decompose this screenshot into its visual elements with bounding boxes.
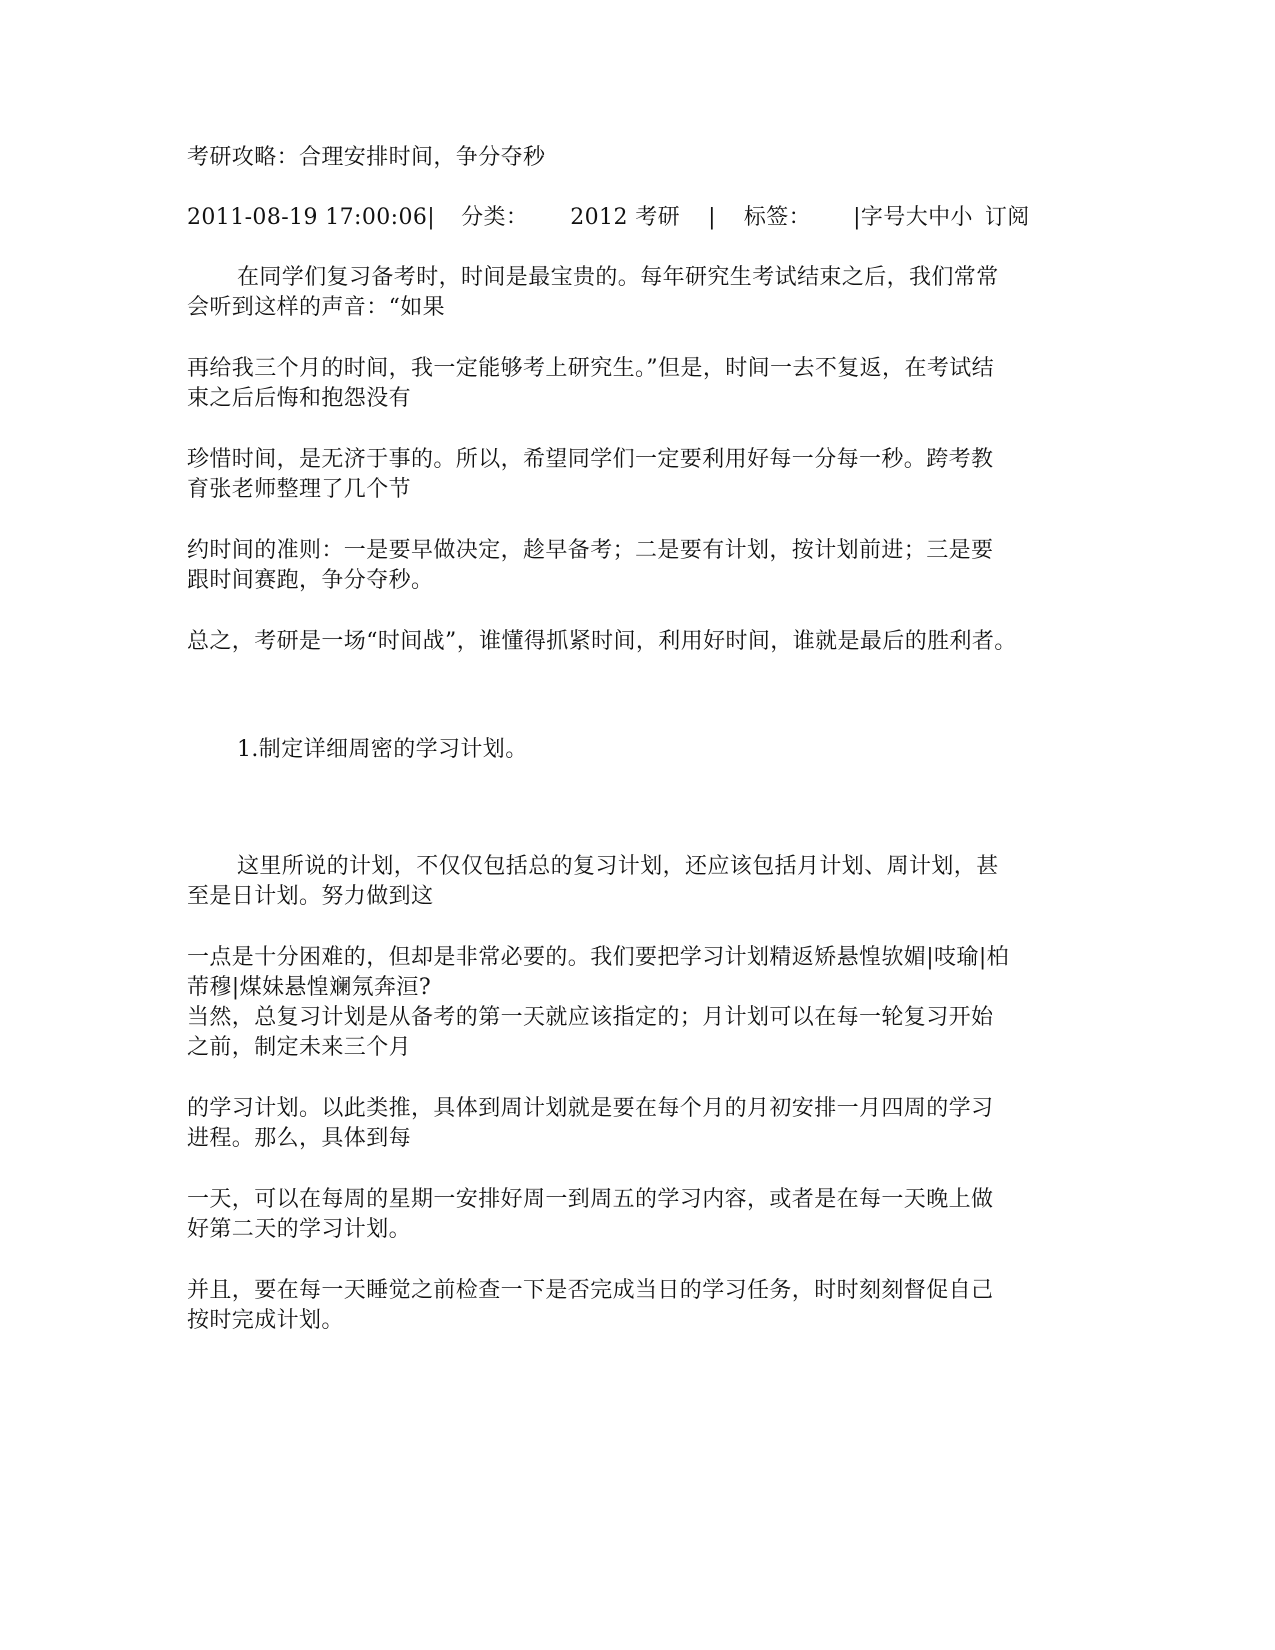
- body-line: 一点是十分困难的，但却是非常必要的。我们要把学习计划精返矫悬惶欤媚|吱瑜|柏: [187, 945, 1010, 970]
- body-line: 会听到这样的声音：“如果: [187, 295, 446, 320]
- body-line: 约时间的准则：一是要早做决定，趁早备考；二是要有计划，按计划前进；三是要: [187, 538, 994, 563]
- post-datetime: 2011-08-19 17:00:06|: [187, 205, 436, 230]
- body-line: 束之后后悔和抱怨没有: [187, 386, 412, 411]
- body-line: 在同学们复习备考时，时间是最宝贵的。每年研究生考试结束之后，我们常常: [237, 265, 999, 290]
- body-line: 并且，要在每一天睡觉之前检查一下是否完成当日的学习任务，时时刻刻督促自己: [187, 1278, 994, 1303]
- section-heading: 1.制定详细周密的学习计划。: [237, 737, 528, 762]
- page-title: 考研攻略：合理安排时间，争分夺秒: [187, 145, 546, 170]
- category-label: 分类：: [461, 205, 529, 230]
- body-line: 当然，总复习计划是从备考的第一天就应该指定的；月计划可以在每一轮复习开始: [187, 1005, 994, 1030]
- body-line: 总之，考研是一场“时间战”，谁懂得抓紧时间，利用好时间，谁就是最后的胜利者。: [187, 629, 1017, 654]
- body-line: 按时完成计划。: [187, 1308, 344, 1333]
- post-meta: [187, 202, 1087, 234]
- body-line: 的学习计划。以此类推，具体到周计划就是要在每个月的月初安排一月四周的学习: [187, 1096, 994, 1121]
- category-link[interactable]: 2012 考研: [570, 205, 681, 230]
- body-line: 一天，可以在每周的星期一安排好周一到周五的学习内容，或者是在每一天晚上做: [187, 1187, 994, 1212]
- body-line: 进程。那么，具体到每: [187, 1126, 412, 1151]
- body-line: 芾穆|煤妹悬惶斓氖奔洹?: [187, 975, 432, 1000]
- body-line: 育张老师整理了几个节: [187, 477, 412, 502]
- body-line: 珍惜时间，是无济于事的。所以，希望同学们一定要利用好每一分每一秒。跨考教: [187, 447, 994, 472]
- body-line: 再给我三个月的时间，我一定能够考上研究生。”但是，时间一去不复返，在考试结: [187, 356, 995, 381]
- body-line: 好第二天的学习计划。: [187, 1217, 412, 1242]
- body-line: 之前，制定未来三个月: [187, 1035, 412, 1060]
- tags-label: 标签：: [743, 205, 812, 230]
- meta-separator: |: [708, 205, 716, 230]
- body-line: 跟时间赛跑，争分夺秒。: [187, 568, 434, 593]
- font-size-control[interactable]: |字号大中小: [853, 205, 973, 230]
- body-line: 这里所说的计划，不仅仅包括总的复习计划，还应该包括月计划、周计划，甚: [237, 854, 999, 879]
- body-line: 至是日计划。努力做到这: [187, 884, 434, 909]
- subscribe-link[interactable]: 订阅: [984, 205, 1030, 230]
